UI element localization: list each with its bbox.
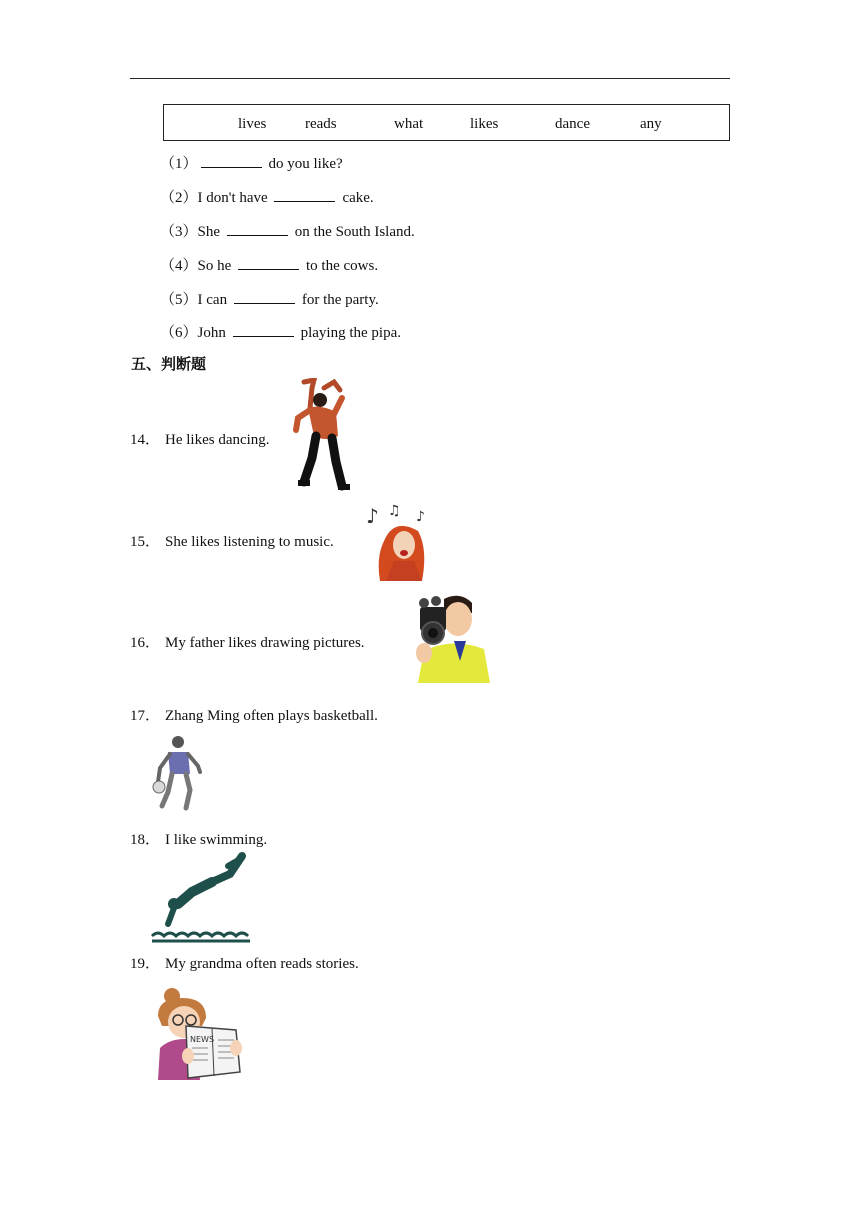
- question-number: 19．: [130, 956, 161, 972]
- word-bank-item: any: [640, 116, 662, 132]
- item-before: So he: [197, 258, 232, 274]
- question-text: She likes listening to music.: [165, 534, 334, 550]
- answer-blank[interactable]: [201, 153, 262, 168]
- word-bank-item: what: [394, 116, 424, 132]
- fill-blank-item: [160, 220, 415, 241]
- question-text: My grandma often reads stories.: [165, 956, 359, 972]
- question-number: 14．: [130, 432, 161, 448]
- question-18: [130, 828, 267, 849]
- answer-blank[interactable]: [238, 255, 299, 270]
- question-number: 16．: [130, 635, 161, 651]
- question-text: I like swimming.: [165, 832, 268, 848]
- fill-blank-item: [160, 254, 378, 275]
- word-bank-item: lives: [238, 116, 267, 132]
- item-before: I don't have: [197, 190, 268, 206]
- svg-text:♪: ♪: [416, 509, 425, 525]
- item-after: on the South Island.: [294, 224, 415, 240]
- svg-text:♪: ♪: [366, 504, 379, 528]
- question-14: [130, 428, 270, 449]
- fill-blank-item: [160, 186, 374, 207]
- dancing-man-image: [290, 378, 352, 492]
- item-number: （6）: [160, 325, 198, 341]
- item-number: （1）: [160, 156, 198, 172]
- diver-image: [150, 852, 254, 944]
- answer-blank[interactable]: [233, 322, 294, 337]
- word-bank-item: likes: [470, 116, 499, 132]
- question-number: 18．: [130, 832, 161, 848]
- item-after: to the cows.: [306, 258, 379, 274]
- item-after: playing the pipa.: [300, 325, 402, 341]
- item-before: She: [197, 224, 221, 240]
- question-text: Zhang Ming often plays basketball.: [165, 708, 378, 724]
- word-bank-item: dance: [555, 116, 590, 132]
- question-15: [130, 530, 334, 551]
- question-16: [130, 631, 365, 652]
- singing-woman-image: [366, 501, 432, 581]
- question-19: [130, 952, 359, 973]
- grandma-reading-image: [152, 986, 244, 1080]
- header-rule: [130, 78, 730, 79]
- fill-blank-item: [160, 288, 379, 309]
- item-number: （4）: [160, 258, 198, 274]
- news-label: NEWS: [190, 1035, 215, 1044]
- section-heading: 五、判断题: [131, 355, 207, 373]
- word-bank-box: [163, 104, 730, 141]
- answer-blank[interactable]: [274, 187, 335, 202]
- man-with-camera-image: [402, 591, 494, 683]
- item-number: （3）: [160, 224, 198, 240]
- word-bank-item: reads: [305, 116, 337, 132]
- answer-blank[interactable]: [234, 289, 295, 304]
- item-after: cake.: [342, 190, 374, 206]
- item-number: （5）: [160, 292, 198, 308]
- item-after: for the party.: [301, 292, 379, 308]
- answer-blank[interactable]: [227, 221, 288, 236]
- item-before: I can: [197, 292, 228, 308]
- item-number: （2）: [160, 190, 198, 206]
- basketball-player-image: [150, 734, 204, 812]
- question-number: 15．: [130, 534, 161, 550]
- fill-blank-item: [160, 152, 343, 173]
- item-before: John: [197, 325, 226, 341]
- fill-blank-item: [160, 321, 401, 342]
- question-text: My father likes drawing pictures.: [165, 635, 365, 651]
- question-number: 17．: [130, 708, 161, 724]
- question-text: He likes dancing.: [165, 432, 270, 448]
- question-17: [130, 704, 378, 725]
- svg-text:♫: ♫: [388, 503, 401, 519]
- item-after: do you like?: [268, 156, 343, 172]
